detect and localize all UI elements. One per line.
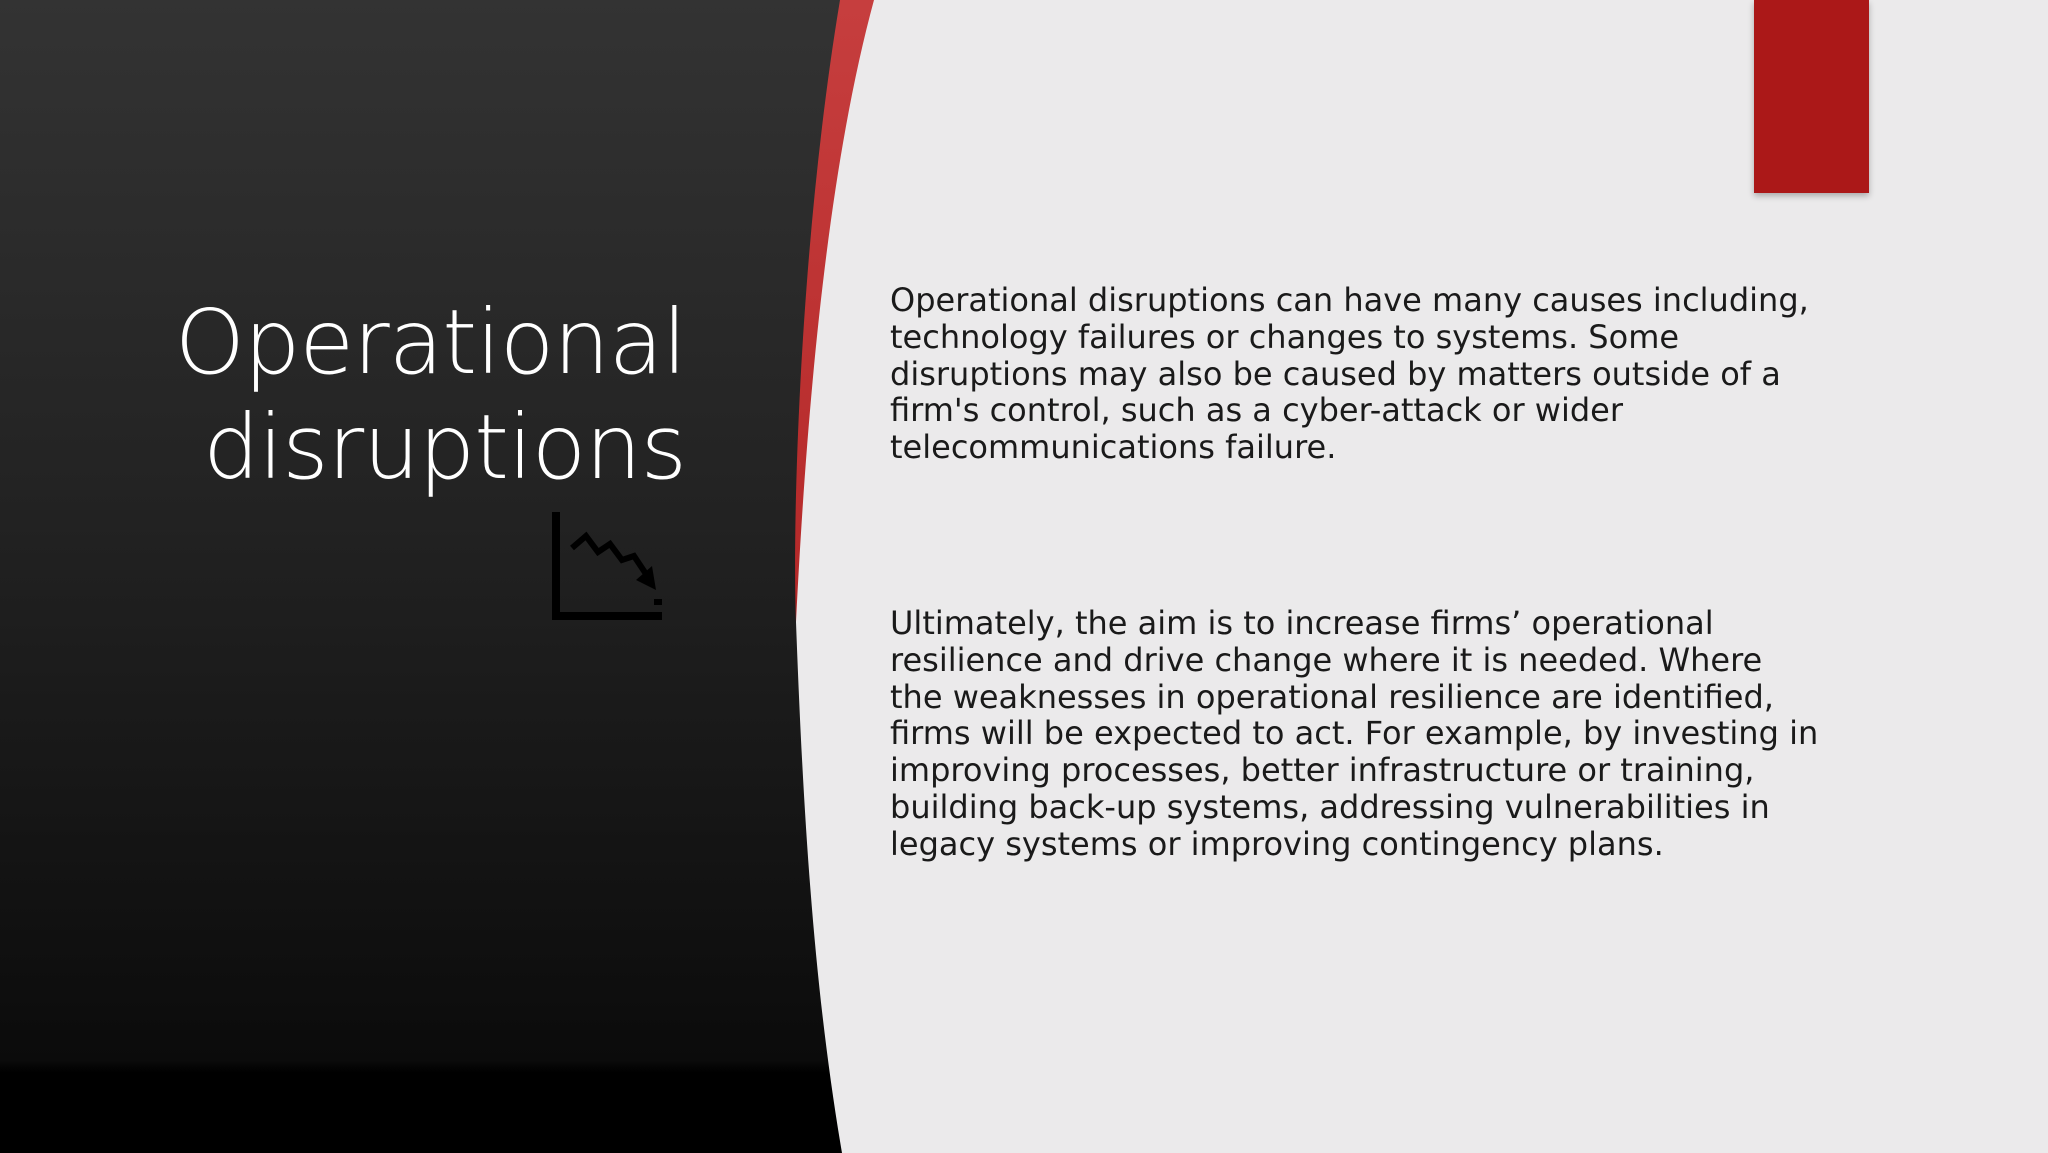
paragraph-2-line: the weaknesses in operational resilience are identified,: [890, 677, 1774, 716]
paragraph-1-line: firm's control, such as a cyber-attack or wider: [890, 391, 1623, 430]
paragraph-2-line: Ultimately, the aim is to increase firms’ operational: [890, 604, 1714, 642]
title-line-1: Operational: [174, 290, 686, 394]
red-bookmark-tab: [1754, 0, 1869, 193]
paragraph-1-line: disruptions may also be caused by matters outside of a: [890, 354, 1781, 393]
paragraph-2-line: improving processes, better infrastructure or training,: [890, 751, 1755, 790]
paragraph-2: [890, 605, 1890, 863]
paragraph-1-line: technology failures or changes to systems. Some: [890, 317, 1680, 356]
paragraph-2-line: resilience and drive change where it is needed. Where: [890, 640, 1763, 679]
paragraph-2-line: building back-up systems, addressing vulnerabilities in: [890, 787, 1770, 826]
title-line-2: disruptions: [203, 395, 686, 499]
declining-chart-icon: [550, 508, 664, 622]
paragraph-1-line: telecommunications failure.: [890, 428, 1337, 467]
paragraph-2-line: legacy systems or improving contingency plans.: [890, 824, 1664, 863]
paragraph-1: [890, 282, 1890, 466]
slide-title: [80, 290, 686, 500]
paragraph-2-line: firms will be expected to act. For example, by investing in: [890, 714, 1819, 753]
dark-side-panel: [0, 0, 842, 1153]
paragraph-1-line: Operational disruptions can have many causes including,: [890, 281, 1809, 319]
